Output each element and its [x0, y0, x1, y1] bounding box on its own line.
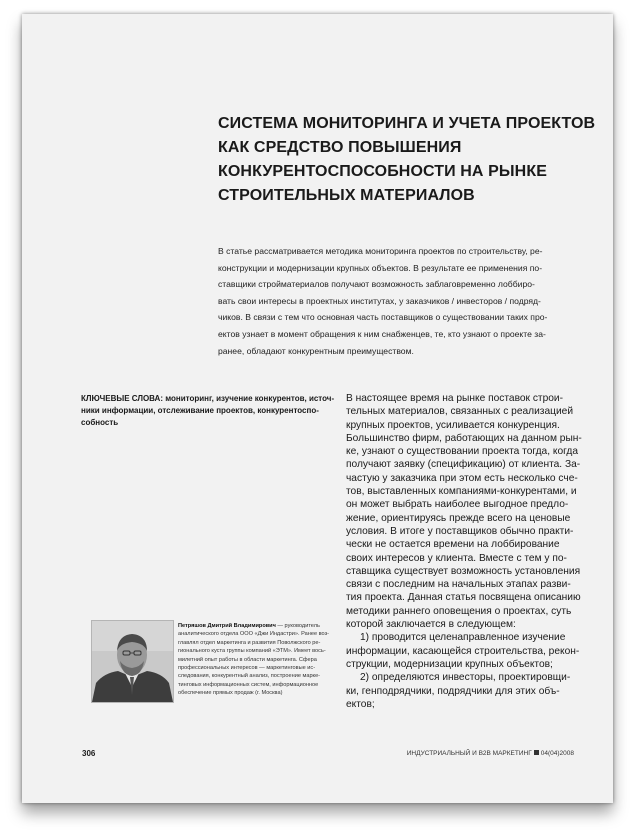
- author-bio-line: тинговых информационных систем, информационное: [178, 681, 319, 688]
- abstract-line: В статье рассматривается методика мониторинга проектов по строительству, ре-: [218, 246, 543, 256]
- square-bullet-icon: [534, 750, 539, 755]
- author-bio-line: следования, конкурентный анализ, построение марке-: [178, 673, 321, 680]
- author-bio-line: [178, 622, 340, 630]
- body-line: ки, генподрядчики, подрядчики для этих объ-: [346, 685, 560, 697]
- article-title: [218, 112, 598, 208]
- body-line: жение, ориентируясь прежде всего на ценовые: [346, 512, 571, 524]
- author-bio-line: обеспечение прямых продаж (г. Москва): [178, 690, 283, 697]
- body-line: ектов;: [346, 698, 375, 710]
- body-line: частую у заказчика при этом есть несколько сче-: [346, 472, 578, 484]
- body-line: тов, выставленных компаниями-конкурентами, и: [346, 486, 577, 498]
- author-photo: [91, 620, 174, 703]
- keywords-block: [81, 393, 337, 429]
- journal-name: ИНДУСТРИАЛЬНЫЙ И B2B МАРКЕТИНГ: [406, 750, 532, 757]
- title-line: СИСТЕМА МОНИТОРИНГА И УЧЕТА ПРОЕКТОВ: [218, 115, 596, 132]
- body-line: тельных материалов, связанных с реализацией: [346, 406, 574, 418]
- abstract-line: ранее, обладают конкурентным преимуществом.: [218, 345, 414, 356]
- journal-page: [22, 14, 613, 803]
- body-line: информации, касающейся строительства, рекон-: [346, 645, 580, 657]
- keywords-line: КЛЮЧЕВЫЕ СЛОВА: мониторинг, изучение конкурентов, источ-: [81, 394, 335, 403]
- page-number: 306: [82, 749, 96, 758]
- author-name: Петряшов Дмитрий Владимирович: [178, 623, 276, 629]
- author-bio-line: профессиональных интересов — маркетинговые ис-: [178, 665, 316, 672]
- abstract-line: ектов узнает в момент обращения к ним снабженцев, те, кто узнают о проекте за-: [218, 328, 546, 339]
- author-bio-line: аналитического отдела ООО «Джи Индастри». Ранее воз-: [178, 631, 330, 638]
- abstract-line: ставщики стройматериалов получают возможность заблаговременно лоббиро-: [218, 279, 535, 290]
- title-line: СТРОИТЕЛЬНЫХ МАТЕРИАЛОВ: [218, 187, 475, 204]
- body-line: ставщика существует возможность установления: [346, 565, 581, 577]
- abstract-line: конструкции и модернизации крупных объектов. В результате ее применения по-: [218, 262, 543, 273]
- body-line: своих интересов у клиента. Вместе с тем у по-: [346, 552, 567, 564]
- body-line: В настоящее время на рынке поставок строи-: [346, 393, 563, 404]
- body-line: тия проекта. Данная статья посвящена описанию: [346, 592, 581, 604]
- keywords-line: собность: [81, 418, 119, 427]
- body-line: 1) проводится целенаправленное изучение: [360, 632, 566, 644]
- body-line: получают заявку (спецификацию) от клиента. За-: [346, 459, 581, 471]
- author-bio-line: гионального куста группы компаний «ЭТМ». Имеет вось-: [178, 648, 326, 655]
- title-line: КАК СРЕДСТВО ПОВЫШЕНИЯ: [218, 139, 462, 156]
- title-line: КОНКУРЕНТОСПОСОБНОСТИ НА РЫНКЕ: [218, 163, 547, 180]
- article-body: [346, 392, 598, 711]
- author-portrait: [92, 621, 173, 702]
- body-line: связи с последним на начальных этапах разви-: [346, 579, 571, 591]
- journal-issue: 04(04)2008: [540, 750, 574, 757]
- body-line: чески не остается времени на лоббирование: [346, 539, 560, 551]
- author-bio-first: — руководитель: [275, 623, 320, 629]
- body-line: Большинство фирм, работающих на данном рын-: [346, 432, 582, 444]
- author-bio-line: главлял отдел маркетинга и развития Поволжского ре-: [178, 639, 321, 646]
- body-line: которой заключается в следующем:: [346, 619, 516, 631]
- body-line: крупных проектов, усиливается конкуренция.: [346, 419, 560, 431]
- body-line: ке, узнают о существовании проекта тогда, когда: [346, 446, 578, 458]
- keywords-line: ники информации, отслеживание проектов, конкурентоспо-: [81, 406, 319, 415]
- article-abstract: [218, 243, 596, 359]
- body-line: он может выбрать наиболее выгодное предло-: [346, 499, 569, 511]
- body-line: условия. В итоге у поставщиков обычно практи-: [346, 525, 574, 537]
- abstract-line: чиков. В связи с тем что основная часть поставщиков о существовании таких про-: [218, 312, 548, 323]
- abstract-line: вать свои интересы в проектных институтах, у заказчиков / инвесторов / подряд-: [218, 295, 541, 306]
- body-line: методики раннего оповещения о проектах, суть: [346, 605, 572, 617]
- body-line: 2) определяются инвесторы, проектировщи-: [360, 672, 571, 684]
- journal-footer: [407, 750, 574, 757]
- author-bio: [178, 622, 340, 698]
- author-bio-line: милетний опыт работы в области маркетинга. Сфера: [178, 656, 317, 663]
- body-line: струкции, модернизации крупных объектов;: [346, 658, 553, 670]
